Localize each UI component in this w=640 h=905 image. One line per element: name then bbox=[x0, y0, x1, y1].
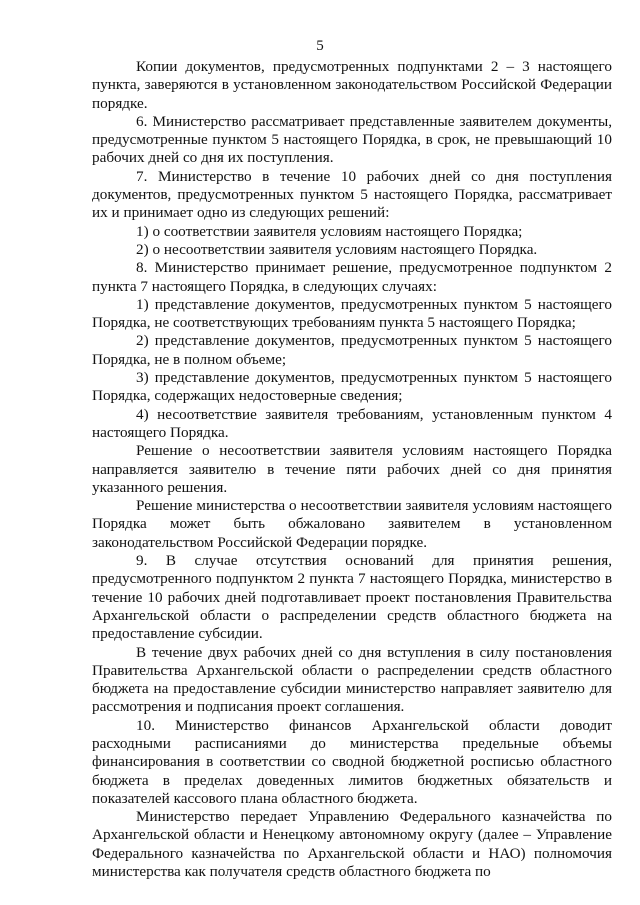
page-number: 5 bbox=[316, 38, 324, 54]
paragraph: Министерство передает Управлению Федерального казначейства по Архангельской области и Ненецкому автономному округу (далее – Управление Федерального казначейства по Архангельской области и НАО) полномочия министерства как получателя средств областного бюджета по bbox=[92, 808, 612, 881]
paragraph: 7. Министерство в течение 10 рабочих дней со дня поступления документов, предусмотренных пунктом 5 настоящего Порядка, рассматривает их и принимает одно из следующих решений: bbox=[92, 167, 612, 222]
paragraph: 4) несоответствие заявителя требованиям, установленным пунктом 4 настоящего Порядка. bbox=[92, 405, 612, 441]
paragraph: 1) представление документов, предусмотренных пунктом 5 настоящего Порядка, не соответствующих требованиям пункта 5 настоящего Порядка; bbox=[92, 295, 612, 332]
paragraph: 2) о несоответствии заявителя условиям настоящего Порядка. bbox=[136, 240, 538, 258]
paragraph: В течение двух рабочих дней со дня вступления в силу постановления Правительства Архангельской области о распределении средств областного бюджета на предоставление субсидии министерство направляет заявителю для рассмотрения и подписания проект соглашения. bbox=[92, 643, 612, 716]
paragraph: 9. В случае отсутствия оснований для принятия решения, предусмотренного подпунктом 2 пункта 7 настоящего Порядка, министерство в течение 10 рабочих дней подготавливает проект постановления Правительства Архангельской области о распределении средств областного бюджета на предоставление субсидии. bbox=[92, 552, 612, 643]
document-body bbox=[92, 58, 612, 881]
paragraph: 8. Министерство принимает решение, предусмотренное подпунктом 2 пункта 7 настоящего Порядка, в следующих случаях: bbox=[92, 259, 612, 295]
paragraph: Решение о несоответствии заявителя условиям настоящего Порядка направляется заявителю в течение пяти рабочих дней со дня принятия указанного решения. bbox=[92, 442, 612, 496]
paragraph: 1) о соответствии заявителя условиям настоящего Порядка; bbox=[136, 222, 523, 240]
paragraph: Копии документов, предусмотренных подпунктами 2 – 3 настоящего пункта, заверяются в установленном законодательством Российской Федерации порядке. bbox=[92, 58, 612, 112]
paragraph: 6. Министерство рассматривает представленные заявителем документы, предусмотренные пунктом 5 настоящего Порядка, в срок, не превышающий 10 рабочих дней со дня их поступления. bbox=[92, 112, 612, 167]
paragraph: Решение министерства о несоответствии заявителя условиям настоящего Порядка может быть обжаловано заявителем в установленном законодательством Российской Федерации порядке. bbox=[92, 497, 612, 551]
paragraph: 3) представление документов, предусмотренных пунктом 5 настоящего Порядка, содержащих недостоверные сведения; bbox=[92, 369, 612, 405]
paragraph: 2) представление документов, предусмотренных пунктом 5 настоящего Порядка, не в полном объеме; bbox=[92, 332, 612, 368]
paragraph: 10. Министерство финансов Архангельской области доводит расходными расписаниями до министерства предельные объемы финансирования в соответствии со сводной бюджетной росписью областного бюджета в пределах доведенных лимитов бюджетных обязательств и показателей кассового плана областного бюджета. bbox=[92, 716, 612, 807]
